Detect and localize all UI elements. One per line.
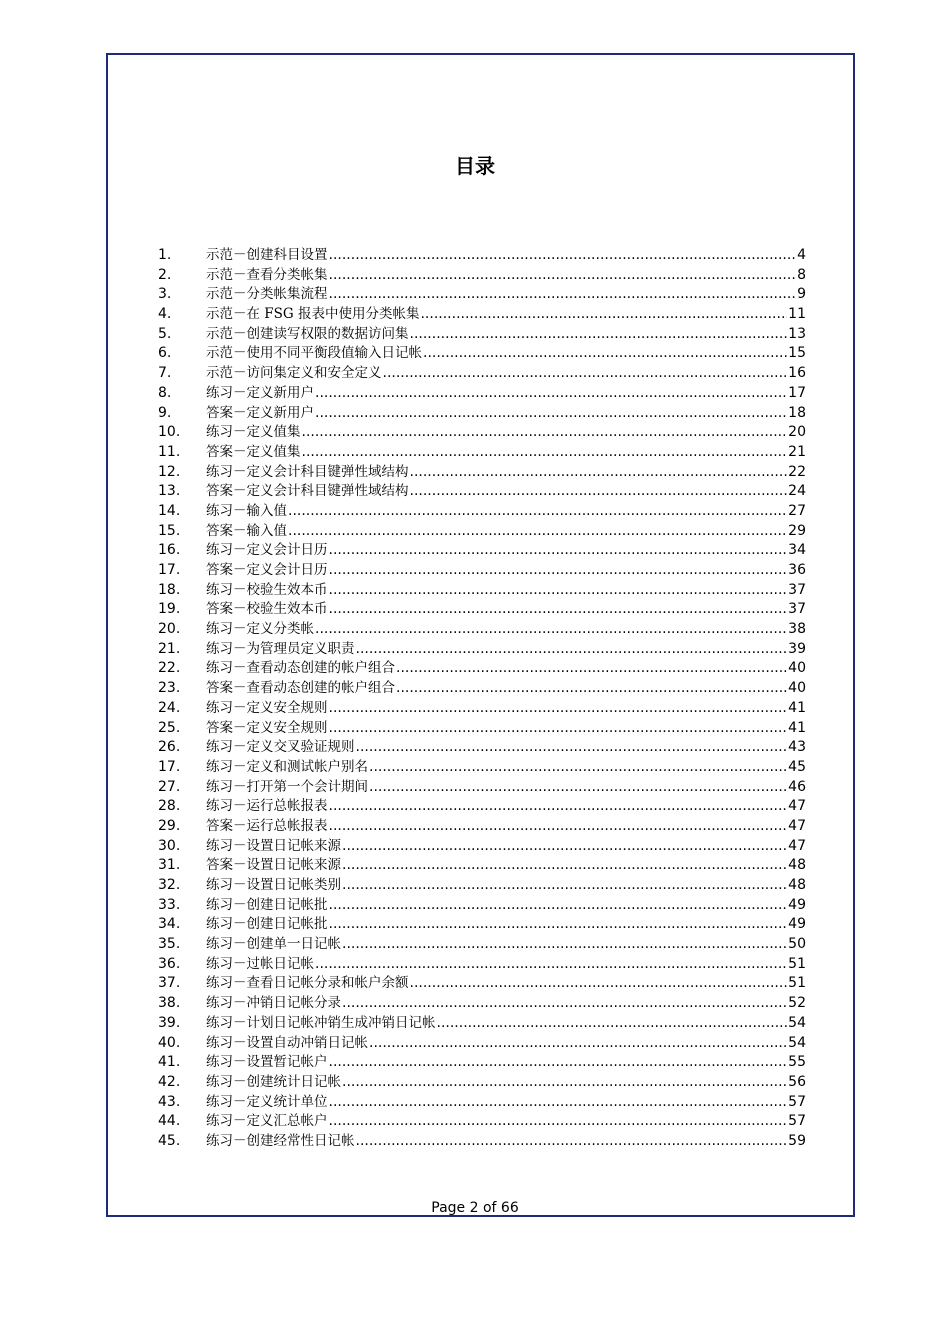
toc-entry-page: 37 [788, 581, 806, 598]
toc-entry-number: 43. [158, 1093, 181, 1110]
toc-dot-leader [329, 581, 788, 601]
toc-entry-number: 29. [158, 817, 181, 834]
toc-dot-leader [329, 817, 788, 837]
toc-entry[interactable] [158, 659, 806, 679]
toc-entry-page: 47 [788, 798, 806, 815]
toc-entry[interactable] [158, 423, 806, 443]
toc-dot-leader [369, 758, 787, 778]
toc-entry-title: 练习－为管理员定义职责 [206, 640, 355, 657]
toc-dot-leader [329, 541, 788, 561]
toc-entry-title: 答案－查看动态创建的帐户组合 [206, 680, 395, 697]
toc-entry-number: 31. [158, 857, 181, 874]
toc-dot-leader [423, 344, 787, 364]
toc-entry-number: 20. [158, 621, 181, 638]
toc-dot-leader [342, 994, 787, 1014]
toc-entry-number: 38. [158, 995, 181, 1012]
toc-entry-page: 29 [788, 522, 806, 539]
toc-entry-number: 18. [158, 581, 181, 598]
toc-entry-title: 答案－运行总帐报表 [206, 817, 328, 834]
toc-entry-number: 24. [158, 699, 181, 716]
toc-entry-page: 37 [788, 601, 806, 618]
toc-entry-title: 练习－定义新用户 [206, 384, 314, 401]
toc-entry-page: 49 [788, 896, 806, 913]
toc-entry-page: 9 [797, 286, 806, 303]
toc-entry-title: 练习－输入值 [206, 502, 287, 519]
toc-dot-leader [329, 561, 788, 581]
toc-entry[interactable] [158, 974, 806, 994]
toc-dot-leader [356, 640, 788, 660]
toc-entry[interactable] [158, 364, 806, 384]
toc-entry-number: 42. [158, 1073, 181, 1090]
toc-entry-page: 4 [797, 247, 806, 263]
toc-entry-page: 54 [788, 1034, 806, 1051]
page-title: 目录 [455, 154, 495, 178]
toc-entry-title: 示范－分类帐集流程 [206, 286, 328, 303]
toc-entry-title: 练习－定义安全规则 [206, 699, 328, 716]
toc-entry[interactable] [158, 994, 806, 1014]
toc-entry-number: 22. [158, 660, 181, 677]
toc-entry[interactable] [158, 600, 806, 620]
toc-entry-title: 答案－定义值集 [206, 443, 301, 460]
toc-entry[interactable] [158, 856, 806, 876]
toc-dot-leader [396, 659, 787, 679]
toc-dot-leader [329, 1053, 788, 1073]
toc-entry-title: 练习－创建单一日记帐 [206, 936, 341, 953]
toc-entry-page: 56 [788, 1073, 806, 1090]
toc-entry-page: 47 [788, 817, 806, 834]
toc-entry[interactable] [158, 699, 806, 719]
toc-entry-title: 练习－设置日记帐类别 [206, 877, 341, 893]
toc-entry-page: 15 [788, 345, 806, 362]
toc-entry-title: 示范－使用不同平衡段值输入日记帐 [206, 345, 422, 362]
toc-entry-title: 练习－查看日记帐分录和帐户余额 [206, 975, 409, 992]
toc-entry-number: 37. [158, 975, 181, 992]
toc-entry-page: 40 [788, 680, 806, 697]
toc-entry-page: 48 [788, 857, 806, 874]
toc-entry-page: 17 [788, 384, 806, 401]
toc-entry-number: 39. [158, 1014, 181, 1031]
toc-entry-page: 24 [788, 483, 806, 500]
toc-dot-leader [329, 246, 797, 266]
toc-entry-page: 40 [788, 660, 806, 677]
toc-entry[interactable] [158, 443, 806, 463]
toc-entry[interactable] [158, 463, 806, 483]
toc-entry-title: 练习－定义分类帐 [206, 621, 314, 638]
toc-entry[interactable] [158, 837, 806, 857]
toc-entry-number: 14. [158, 502, 181, 519]
toc-dot-leader [329, 915, 788, 935]
toc-entry[interactable] [158, 581, 806, 601]
toc-dot-leader [356, 1132, 788, 1152]
toc-dot-leader [342, 876, 787, 896]
toc-entry-number: 23. [158, 680, 181, 697]
toc-entry[interactable] [158, 246, 806, 266]
toc-entry[interactable] [158, 876, 806, 896]
toc-dot-leader [396, 679, 787, 699]
toc-dot-leader [288, 502, 787, 522]
toc-entry-page: 51 [788, 955, 806, 972]
toc-entry-page: 21 [788, 443, 806, 460]
toc-entry[interactable] [158, 384, 806, 404]
toc-entry[interactable] [158, 778, 806, 798]
toc-entry-page: 55 [788, 1054, 806, 1071]
toc-entry[interactable] [158, 305, 806, 325]
toc-entry[interactable] [158, 1112, 806, 1132]
toc-entry-title: 练习－设置日记帐来源 [206, 837, 341, 854]
toc-dot-leader [315, 404, 787, 424]
toc-entry-title: 答案－定义安全规则 [206, 719, 328, 736]
toc-entry-number: 4. [158, 306, 172, 323]
page-footer: Page 2 of 66 [431, 1200, 519, 1216]
toc-dot-leader [329, 719, 788, 739]
toc-entry-title: 示范－访问集定义和安全定义 [206, 365, 382, 382]
toc-entry-number: 10. [158, 424, 181, 441]
toc-entry[interactable] [158, 935, 806, 955]
toc-entry-title: 练习－冲销日记帐分录 [206, 995, 341, 1012]
toc-dot-leader [342, 837, 787, 857]
toc-dot-leader [315, 620, 787, 640]
toc-entry-number: 28. [158, 798, 181, 815]
toc-entry-page: 46 [788, 778, 806, 795]
toc-dot-leader [302, 443, 788, 463]
toc-entry-number: 44. [158, 1113, 181, 1130]
toc-entry[interactable] [158, 325, 806, 345]
toc-entry-number: 16. [158, 542, 181, 559]
toc-dot-leader [329, 600, 788, 620]
toc-entry-page: 47 [788, 837, 806, 854]
toc-entry-number: 17. [158, 758, 181, 775]
toc-entry-number: 3. [158, 286, 172, 303]
toc-entry[interactable] [158, 522, 806, 542]
toc-entry-page: 11 [788, 306, 806, 323]
toc-entry-title: 练习－定义和测试帐户别名 [206, 758, 368, 775]
toc-entry-title: 练习－过帐日记帐 [206, 955, 314, 972]
toc-dot-leader [342, 935, 787, 955]
toc-entry-title: 练习－查看动态创建的帐户组合 [206, 660, 395, 677]
toc-entry[interactable] [158, 344, 806, 364]
toc-entry[interactable] [158, 640, 806, 660]
toc-entry-number: 33. [158, 896, 181, 913]
toc-entry-title: 练习－定义统计单位 [206, 1093, 328, 1110]
toc-entry-title: 答案－定义会计日历 [206, 562, 328, 578]
toc-dot-leader [329, 1112, 788, 1132]
toc-entry[interactable] [158, 797, 806, 817]
toc-entry-number: 1. [158, 247, 172, 263]
toc-entry-page: 51 [788, 975, 806, 992]
toc-entry-title: 示范－在 FSG 报表中使用分类帐集 [206, 306, 420, 323]
toc-entry-title: 示范－查看分类帐集 [206, 266, 328, 283]
toc-entry-number: 17. [158, 562, 181, 578]
toc-entry[interactable] [158, 266, 806, 286]
toc-entry-number: 32. [158, 877, 181, 893]
toc-entry-page: 50 [788, 936, 806, 953]
toc-dot-leader [410, 325, 788, 345]
toc-entry-number: 7. [158, 365, 172, 382]
toc-entry-page: 18 [788, 404, 806, 421]
toc-entry-number: 6. [158, 345, 172, 362]
toc-entry-page: 36 [788, 562, 806, 578]
toc-entry[interactable] [158, 1053, 806, 1073]
toc-entry-number: 25. [158, 719, 181, 736]
toc-entry-title: 示范－创建读写权限的数据访问集 [206, 325, 409, 342]
toc-entry-page: 48 [788, 877, 806, 893]
toc-entry[interactable] [158, 915, 806, 935]
toc-entry-title: 练习－创建统计日记帐 [206, 1073, 341, 1090]
toc-entry-title: 练习－创建日记帐批 [206, 896, 328, 913]
toc-entry-page: 54 [788, 1014, 806, 1031]
toc-entry-page: 49 [788, 916, 806, 933]
toc-entry-title: 练习－校验生效本币 [206, 581, 328, 598]
toc-dot-leader [342, 856, 787, 876]
toc-dot-leader [356, 738, 788, 758]
toc-dot-leader [315, 955, 787, 975]
toc-entry[interactable] [158, 561, 806, 581]
toc-entry-number: 35. [158, 936, 181, 953]
toc-dot-leader [329, 797, 788, 817]
toc-entry-title: 答案－校验生效本币 [206, 601, 328, 618]
toc-dot-leader [302, 423, 788, 443]
toc-entry-page: 38 [788, 621, 806, 638]
toc-entry-number: 21. [158, 640, 181, 657]
toc-entry-page: 39 [788, 640, 806, 657]
toc-entry-title: 示范－创建科目设置 [206, 247, 328, 263]
toc-entry-number: 45. [158, 1132, 181, 1149]
toc-entry-title: 练习－设置自动冲销日记帐 [206, 1034, 368, 1051]
toc-entry[interactable] [158, 896, 806, 916]
toc-entry-page: 20 [788, 424, 806, 441]
toc-entry[interactable] [158, 817, 806, 837]
toc-dot-leader [369, 1034, 787, 1054]
toc-entry-title: 答案－定义会计科目键弹性域结构 [206, 483, 409, 500]
toc-entry-number: 30. [158, 837, 181, 854]
toc-entry-title: 练习－运行总帐报表 [206, 798, 328, 815]
toc-entry[interactable] [158, 955, 806, 975]
toc-entry-number: 8. [158, 384, 172, 401]
toc-entry-title: 答案－定义新用户 [206, 404, 314, 421]
toc-entry-number: 11. [158, 443, 181, 460]
toc-dot-leader [315, 384, 787, 404]
toc-entry-page: 8 [797, 266, 806, 283]
toc-entry[interactable] [158, 1073, 806, 1093]
table-of-contents [158, 246, 806, 1152]
toc-entry-page: 43 [788, 739, 806, 756]
toc-entry[interactable] [158, 1132, 806, 1152]
toc-entry-page: 57 [788, 1113, 806, 1130]
toc-entry[interactable] [158, 1034, 806, 1054]
toc-entry-title: 练习－定义交叉验证规则 [206, 739, 355, 756]
toc-entry-title: 练习－定义汇总帐户 [206, 1113, 328, 1130]
toc-entry-number: 19. [158, 601, 181, 618]
toc-entry-number: 9. [158, 404, 172, 421]
toc-entry-page: 22 [788, 463, 806, 480]
toc-entry[interactable] [158, 1014, 806, 1034]
toc-dot-leader [288, 522, 787, 542]
toc-entry-number: 40. [158, 1034, 181, 1051]
toc-dot-leader [437, 1014, 788, 1034]
toc-entry[interactable] [158, 482, 806, 502]
toc-entry-number: 15. [158, 522, 181, 539]
toc-dot-leader [383, 364, 788, 384]
toc-entry-number: 13. [158, 483, 181, 500]
toc-entry[interactable] [158, 719, 806, 739]
toc-entry-title: 练习－创建日记帐批 [206, 916, 328, 933]
toc-entry-title: 答案－设置日记帐来源 [206, 857, 341, 874]
toc-entry-title: 练习－定义会计日历 [206, 542, 328, 559]
toc-dot-leader [329, 285, 797, 305]
toc-entry-title: 练习－打开第一个会计期间 [206, 778, 368, 795]
toc-entry-page: 41 [788, 699, 806, 716]
toc-dot-leader [329, 266, 797, 286]
toc-entry-page: 41 [788, 719, 806, 736]
toc-dot-leader [329, 1093, 788, 1113]
toc-entry[interactable] [158, 679, 806, 699]
toc-entry-title: 答案－输入值 [206, 522, 287, 539]
toc-dot-leader [420, 305, 787, 325]
toc-dot-leader [410, 974, 788, 994]
toc-entry-page: 45 [788, 758, 806, 775]
toc-dot-leader [410, 463, 788, 483]
toc-entry[interactable] [158, 620, 806, 640]
toc-entry-title: 练习－设置暂记帐户 [206, 1054, 328, 1071]
toc-entry-page: 27 [788, 502, 806, 519]
toc-entry-title: 练习－创建经常性日记帐 [206, 1132, 355, 1149]
toc-entry-number: 41. [158, 1054, 181, 1071]
toc-entry-number: 12. [158, 463, 181, 480]
toc-entry-title: 练习－计划日记帐冲销生成冲销日记帐 [206, 1014, 436, 1031]
toc-entry-number: 2. [158, 266, 172, 283]
toc-entry[interactable] [158, 758, 806, 778]
toc-entry-title: 练习－定义会计科目键弹性域结构 [206, 463, 409, 480]
toc-dot-leader [342, 1073, 787, 1093]
toc-entry-title: 练习－定义值集 [206, 424, 301, 441]
toc-entry-number: 27. [158, 778, 181, 795]
toc-entry-number: 5. [158, 325, 172, 342]
toc-entry-page: 57 [788, 1093, 806, 1110]
toc-entry[interactable] [158, 285, 806, 305]
toc-entry[interactable] [158, 502, 806, 522]
toc-entry[interactable] [158, 1093, 806, 1113]
toc-entry[interactable] [158, 738, 806, 758]
toc-entry-number: 36. [158, 955, 181, 972]
toc-entry-page: 34 [788, 542, 806, 559]
toc-entry-page: 52 [788, 995, 806, 1012]
toc-entry-page: 13 [788, 325, 806, 342]
toc-entry[interactable] [158, 541, 806, 561]
toc-entry-page: 16 [788, 365, 806, 382]
toc-entry[interactable] [158, 404, 806, 424]
toc-entry-page: 59 [788, 1132, 806, 1149]
toc-entry-number: 34. [158, 916, 181, 933]
toc-dot-leader [329, 896, 788, 916]
toc-dot-leader [329, 699, 788, 719]
toc-entry-number: 26. [158, 739, 181, 756]
toc-dot-leader [410, 482, 788, 502]
toc-dot-leader [369, 778, 787, 798]
